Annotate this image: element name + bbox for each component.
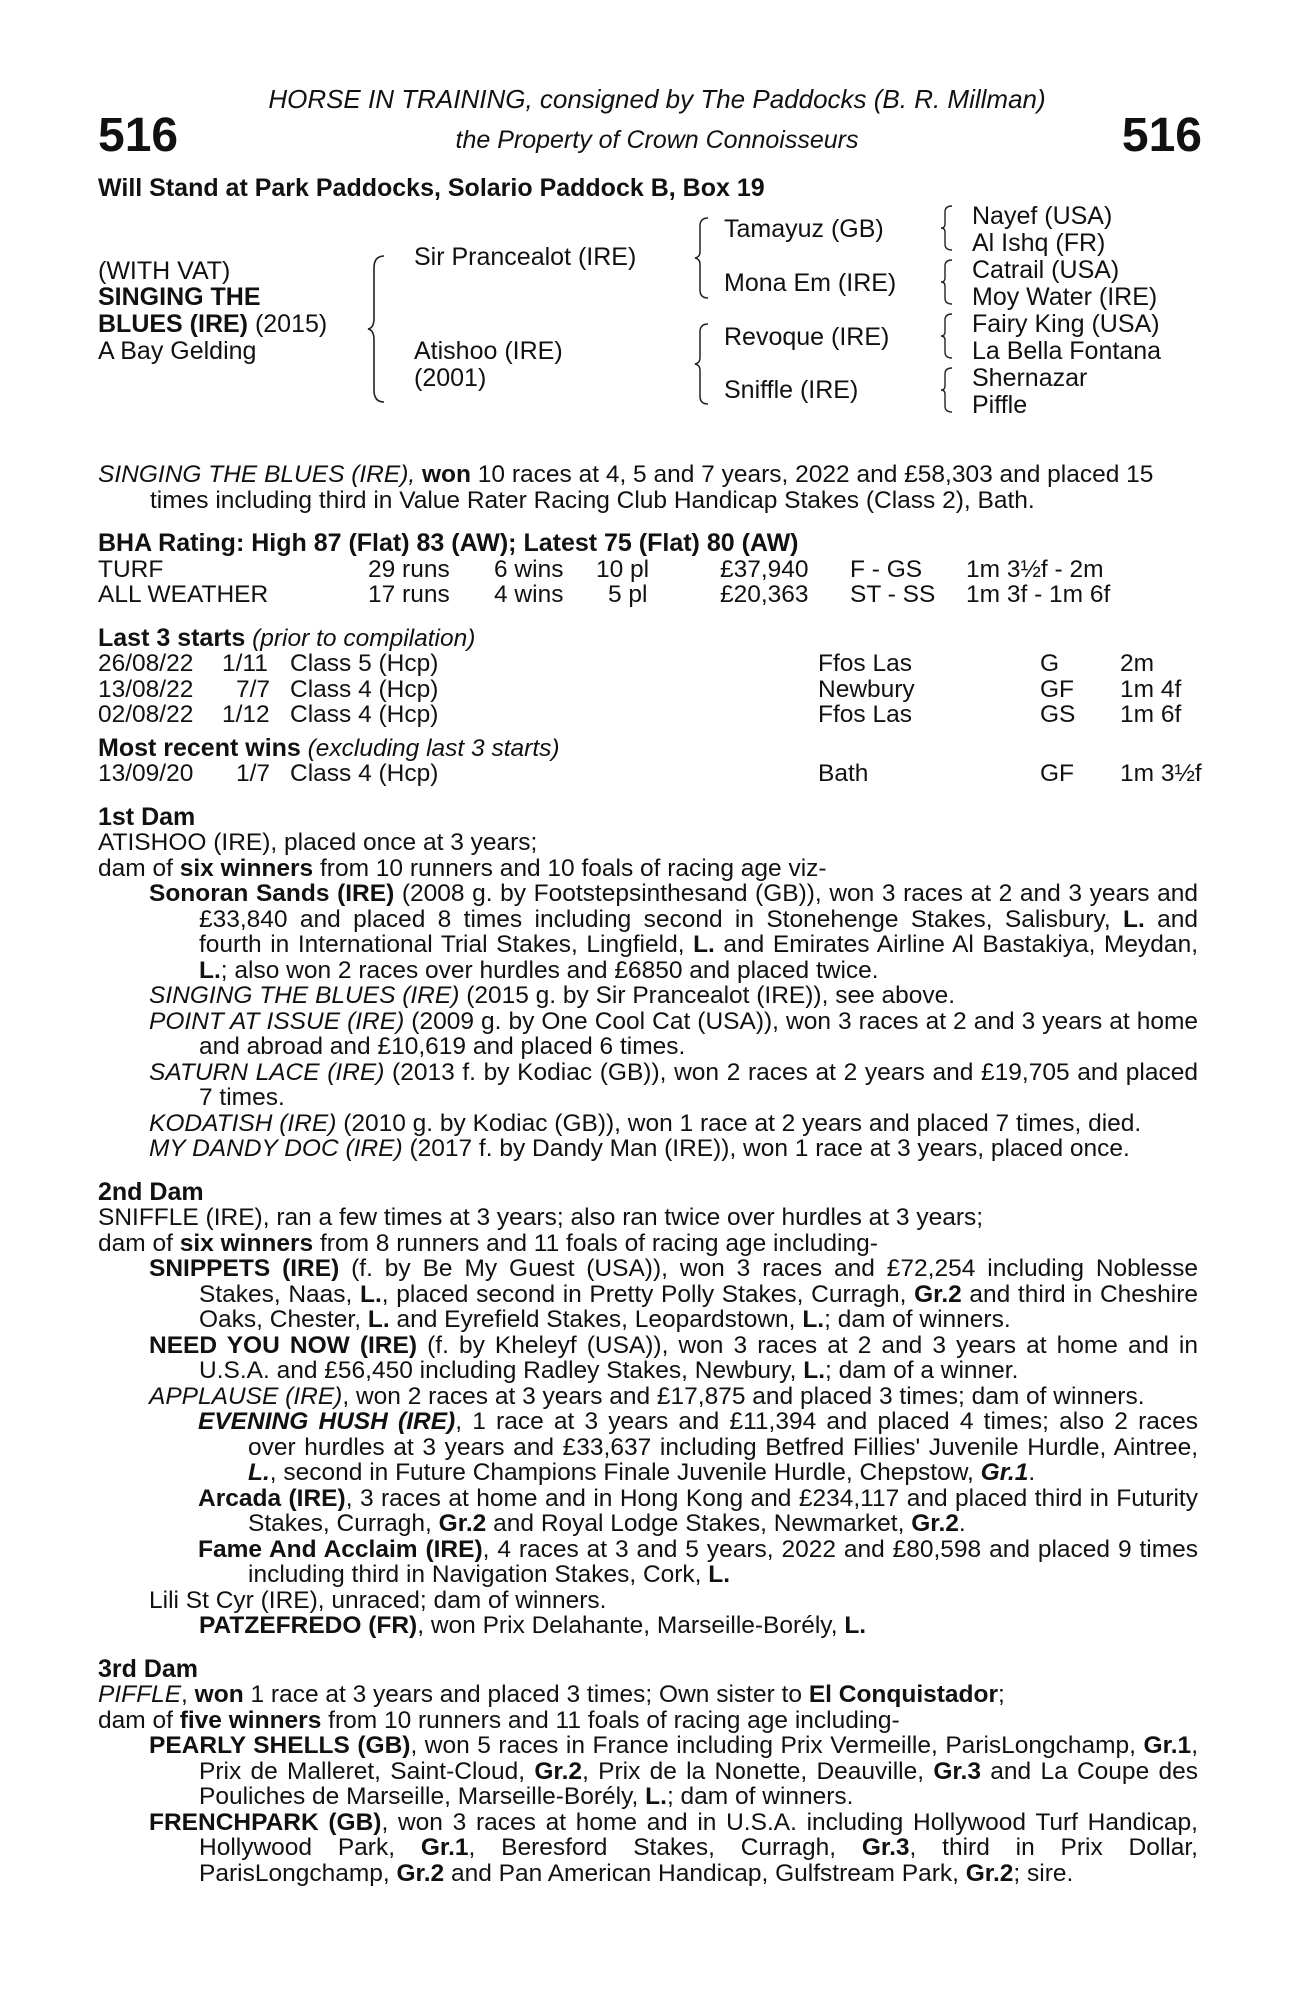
produce-sonoran-sands: Sonoran Sands (IRE) (2008 g. by Footstepsinthesand (GB)), won 3 races at 2 and 3 years and £33,840 and placed 8 times including second in Stonehenge Stakes, Salisbury, L. and fourth in International Trial Stakes, Lingfield, L. and Emirates Airline Al Bastakiya, Meydan, L.; also won 2 races over hurdles and £6850 and placed twice. — [149, 880, 1198, 984]
produce-need-you-now: NEED YOU NOW (IRE) (f. by Kheleyf (USA)), won 3 races at 2 and 3 years at home and in U.S.A. and £56,450 including Radley Stakes, Newbury, L.; dam of a winner. — [149, 1331, 1199, 1384]
produce-pearly-shells: PEARLY SHELLS (GB), won 5 races in France including Prix Vermeille, ParisLongchamp, Gr.1, Prix de Malleret, Saint-Cloud, Gr.2, Prix de la Nonette, Deauville, Gr.3 and La Coupe des Pouliches de Marseille, Marseille-Borély, L.; dam of winners. — [149, 1732, 1199, 1810]
third-dam-line: PIFFLE, won 1 race at 3 years and placed 3 times; Own sister to El Conquistador; — [98, 1681, 1005, 1708]
ggp-1: Nayef (USA) — [972, 202, 1113, 230]
produce-arcada: Arcada (IRE), 3 races at home and in Hong Kong and £234,117 and placed third in Futurity Stakes, Curragh, Gr.2 and Royal Lodge Stakes, Newmarket, Gr.2. — [198, 1484, 1198, 1537]
produce-lili-st-cyr: Lili St Cyr (IRE), unraced; dam of winners. — [149, 1586, 607, 1614]
sire-sire: Tamayuz (GB) — [724, 215, 884, 243]
summary-line-2: times including third in Value Rater Racing Club Handicap Stakes (Class 2), Bath. — [150, 486, 1035, 514]
horse-name-2: BLUES (IRE) (2015) — [98, 310, 328, 338]
last-start-row: 02/08/22 1/12 Class 4 (Hcp) Ffos Las GS 1m 6f — [98, 701, 1182, 728]
consignment-line: HORSE IN TRAINING, consigned by The Paddocks (B. R. Millman) — [268, 84, 1046, 114]
record-turf: TURF 29 runs 6 wins 10 pl £37,940 F - GS 1m 3½f - 2m — [98, 555, 1104, 583]
produce-fame-and-acclaim: Fame And Acclaim (IRE), 4 races at 3 and 5 years, 2022 and £80,598 and placed 9 times including third in Navigation Stakes, Cork, L. — [198, 1535, 1199, 1588]
sire: Sir Prancealot (IRE) — [414, 243, 637, 271]
produce-applause: APPLAUSE (IRE), won 2 races at 3 years and £17,875 and placed 3 times; dam of winners. — [149, 1382, 1145, 1410]
dam-brace — [694, 322, 710, 406]
third-dam-produce-line: dam of five winners from 10 runners and 11 foals of racing age including- — [98, 1706, 900, 1734]
ggp-7: Shernazar — [972, 364, 1088, 392]
produce-snippets: SNIPPETS (IRE) (f. by Be My Guest (USA)), won 3 races and £72,254 including Noblesse Stakes, Naas, L., placed second in Pretty Polly Stakes, Curragh, Gr.2 and third in Cheshire Oaks, Chester, L. and Eyrefield Stakes, Leopardstown, L.; dam of winners. — [149, 1255, 1198, 1333]
last-start-row: 13/08/22 7/7 Class 4 (Hcp) Newbury GF 1m 4f — [98, 675, 1182, 703]
produce-evening-hush: EVENING HUSH (IRE), 1 race at 3 years and £11,394 and placed 4 times; also 2 races over hurdles at 3 years and £33,637 including Betfred Fillies' Juvenile Hurdle, Aintree, L., second in Future Champions Finale Juvenile Hurdle, Chepstow, Gr.1. — [198, 1408, 1199, 1486]
ggp-3: Catrail (USA) — [972, 256, 1120, 284]
second-dam-line: SNIFFLE (IRE), ran a few times at 3 years; also ran twice over hurdles at 3 years; — [98, 1204, 984, 1231]
first-dam-title: 1st Dam — [98, 802, 196, 831]
record-all-weather: ALL WEATHER 17 runs 4 wins 5 pl £20,363 ST - SS 1m 3f - 1m 6f — [98, 581, 1111, 608]
lot-number: 516 — [98, 109, 179, 162]
produce-kodatish: KODATISH (IRE) (2010 g. by Kodiac (GB)), won 1 race at 2 years and placed 7 times, died. — [149, 1109, 1142, 1137]
sire-dam: Mona Em (IRE) — [724, 269, 897, 297]
recent-win-row: 13/09/20 1/7 Class 4 (Hcp) Bath GF 1m 3½f — [98, 760, 1202, 787]
summary-line-1: SINGING THE BLUES (IRE), won 10 races at 4, 5 and 7 years, 2022 and £58,303 and placed 15 — [98, 461, 1154, 488]
second-dam-title: 2nd Dam — [98, 1177, 204, 1206]
last-3-title: Last 3 starts (prior to compilation) — [98, 623, 476, 652]
ggp-6: La Bella Fontana — [972, 337, 1162, 365]
ggp-brace-2 — [940, 258, 954, 306]
horse-name-1: SINGING THE — [98, 283, 261, 311]
property-line: the Property of Crown Connoisseurs — [455, 126, 859, 154]
horse-description: A Bay Gelding — [98, 337, 257, 365]
produce-saturn-lace: SATURN LACE (IRE) (2013 f. by Kodiac (GB)), won 2 races at 2 years and £19,705 and placed 7 times. — [149, 1058, 1198, 1111]
first-dam-produce-line: dam of six winners from 10 runners and 10 foals of racing age viz- — [98, 854, 827, 882]
produce-my-dandy-doc: MY DANDY DOC (IRE) (2017 f. by Dandy Man (IRE)), won 1 race at 3 years, placed once. — [149, 1135, 1130, 1162]
ggp-brace-4 — [940, 366, 954, 414]
ggp-brace-1 — [940, 204, 954, 252]
vat-label: (WITH VAT) — [98, 257, 231, 285]
last-start-row: 26/08/22 1/11 Class 5 (Hcp) Ffos Las G 2m — [98, 650, 1155, 677]
lot-number-right: 516 — [1121, 109, 1202, 162]
catalogue-body — [98, 461, 1202, 1887]
ggp-2: Al Ishq (FR) — [972, 229, 1106, 257]
recent-wins-title: Most recent wins (excluding last 3 starts) — [98, 733, 560, 762]
produce-frenchpark: FRENCHPARK (GB), won 3 races at home and in U.S.A. including Hollywood Turf Handicap, Hollywood Park, Gr.1, Beresford Stakes, Curragh, Gr.3, third in Prix Dollar, ParisLongchamp, Gr.2 and Pan American Handicap, Gulfstream Park, Gr.2; sire. — [149, 1808, 1198, 1887]
dam-dam: Sniffle (IRE) — [724, 376, 859, 404]
dam: Atishoo (IRE) — [414, 337, 563, 365]
dam-year: (2001) — [414, 364, 487, 392]
pedigree-brace — [366, 254, 388, 404]
dam-sire: Revoque (IRE) — [724, 323, 890, 351]
ggp-8: Piffle — [972, 391, 1028, 419]
ggp-4: Moy Water (IRE) — [972, 283, 1158, 311]
third-dam-title: 3rd Dam — [98, 1654, 199, 1683]
stand-location: Will Stand at Park Paddocks, Solario Paddock B, Box 19 — [98, 174, 765, 202]
produce-point-at-issue: POINT AT ISSUE (IRE) (2009 g. by One Cool Cat (USA)), won 3 races at 2 and 3 years at home and abroad and £10,619 and placed 6 times. — [149, 1007, 1199, 1060]
ggp-5: Fairy King (USA) — [972, 310, 1160, 338]
produce-patzefredo: PATZEFREDO (FR), won Prix Delahante, Marseille-Borély, L. — [199, 1612, 867, 1639]
second-dam-produce-line: dam of six winners from 8 runners and 11 foals of racing age including- — [98, 1229, 878, 1257]
sire-brace — [694, 216, 710, 300]
ggp-brace-3 — [940, 312, 954, 360]
first-dam-line: ATISHOO (IRE), placed once at 3 years; — [98, 829, 538, 856]
bha-rating: BHA Rating: High 87 (Flat) 83 (AW); Latest 75 (Flat) 80 (AW) — [98, 529, 799, 557]
produce-singing-the-blues: SINGING THE BLUES (IRE) (2015 g. by Sir Prancealot (IRE)), see above. — [149, 982, 956, 1009]
